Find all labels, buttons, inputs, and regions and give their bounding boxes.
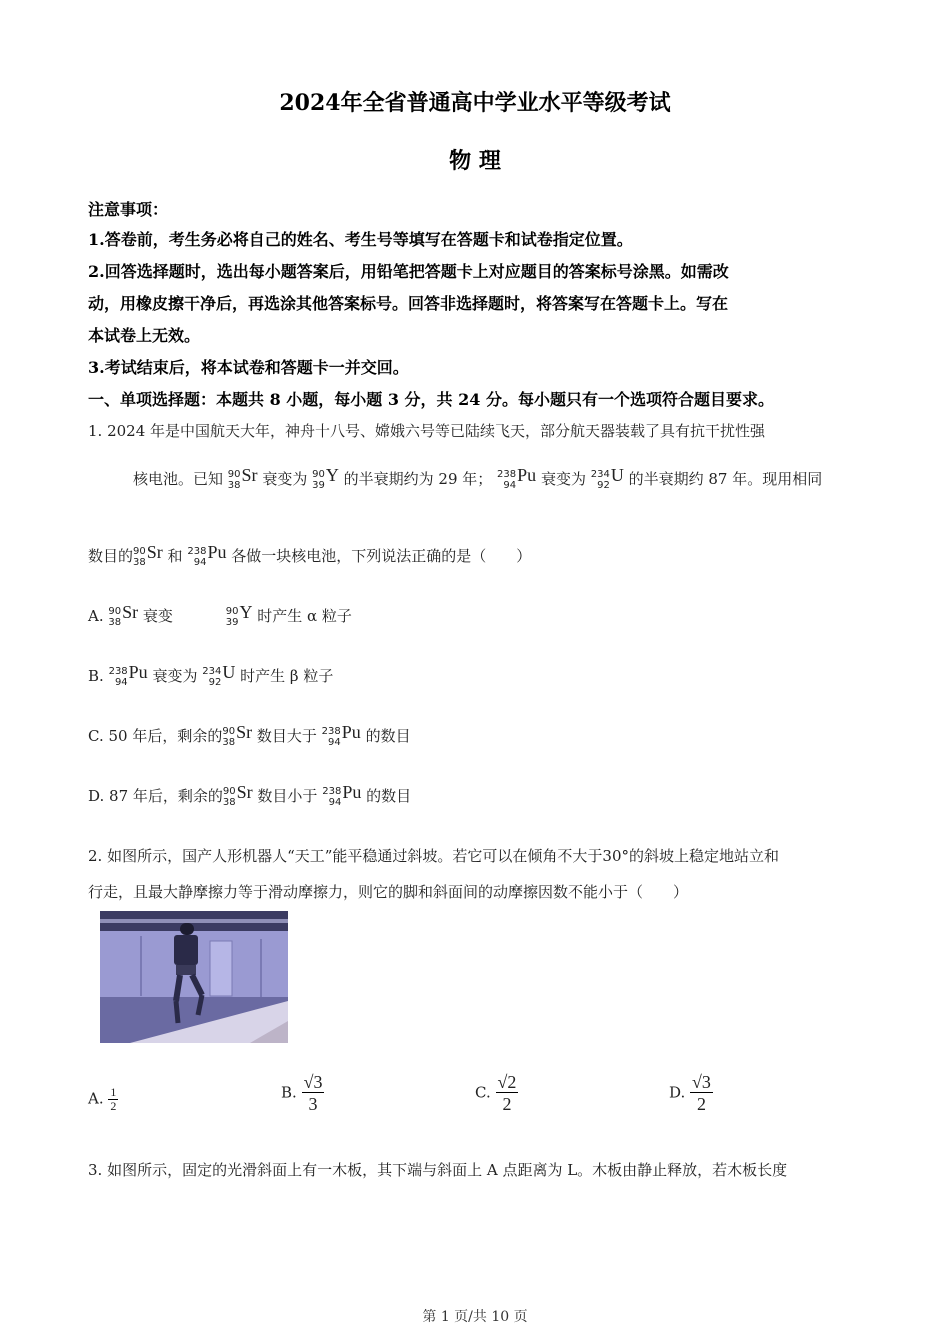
option-label: C. 50 年后，剩余的 [88, 727, 223, 745]
section-heading: 一、单项选择题：本题共 8 小题，每小题 3 分，共 24 分。每小题只有一个选项符合题目要求。 [88, 390, 774, 409]
text: 的数目 [365, 727, 411, 745]
nuclide-sr90: 90 38 Sr [108, 601, 139, 628]
q2-stem-line1: 2. 如图所示，国产人形机器人“天工”能平稳通过斜坡。若它可以在倾角不大于30°的斜坡上稳定地站立和 [88, 847, 780, 865]
q2-option-d[interactable] [669, 1072, 713, 1115]
nuclide-u234: 234 92 U [202, 661, 236, 688]
notice-item-2-cont: 动，用橡皮擦干净后，再选涂其他答案标号。回答非选择题时，将答案写在答题卡上。写在 [88, 294, 729, 313]
option-label: C. [475, 1083, 491, 1102]
option-label: B. [281, 1083, 297, 1102]
nuclide-sr90: 90 38 Sr [133, 541, 163, 568]
page-number: 第 1 页/共 10 页 [422, 1309, 528, 1325]
robot-photo-illustration [100, 911, 288, 1043]
q2-option-b[interactable] [281, 1072, 324, 1115]
option-label: A. [88, 1089, 104, 1108]
q2-option-c[interactable] [475, 1072, 518, 1115]
notice-item-3: 3.考试结束后，将本试卷和答题卡一并交回。 [88, 358, 409, 377]
text: 衰变为 [262, 470, 308, 488]
option-label: A. [88, 607, 104, 625]
text: 衰变 [142, 607, 173, 625]
subject-title: 物 理 [449, 148, 501, 174]
nuclide-sr90: 90 38 Sr [227, 464, 258, 491]
notice-item-2: 2.回答选择题时，选出每小题答案后，用铅笔把答题卡上对应题目的答案标号涂黑。如需改 [88, 262, 729, 281]
nuclide-pu238: 238 94 Pu [497, 464, 537, 491]
nuclide-pu238: 238 94 Pu [321, 721, 361, 748]
text: 核电池。已知 [133, 470, 224, 488]
q1-option-c[interactable] [88, 721, 411, 748]
text: 数目大于 [256, 727, 317, 745]
text: 的半衰期约为 29 年； [343, 470, 493, 488]
text: 的数目 [366, 787, 412, 805]
fraction: $\frac{1}{2}$ [110, 1085, 117, 1113]
fraction: $\frac{√3}{2}$ [692, 1072, 711, 1114]
option-label: B. [88, 667, 104, 685]
nuclide-u234: 234 92 U [590, 464, 624, 491]
option-label: D. [669, 1083, 686, 1102]
fraction: $\frac{√3}{3}$ [303, 1072, 323, 1114]
nuclide-sr90: 90 38 Sr [222, 781, 253, 808]
text: 的半衰期约 87 年。现用相同 [628, 470, 823, 488]
nuclide-sr90: 90 38 Sr [222, 721, 253, 748]
q2-option-a[interactable] [88, 1086, 118, 1113]
notice-heading: 注意事项： [88, 200, 169, 219]
text: 时产生 β 粒子 [240, 667, 334, 685]
text: 数目小于 [257, 787, 318, 805]
q1-option-a[interactable] [88, 601, 352, 628]
text: 和 [167, 547, 183, 565]
q2-options [88, 1072, 788, 1132]
text: 衰变为 [152, 667, 198, 685]
notice-item-1: 1.答卷前，考生务必将自己的姓名、考生号等填写在答题卡和试卷指定位置。 [88, 230, 633, 249]
fraction: $\frac{√2}{2}$ [497, 1072, 517, 1114]
q2-stem-line2: 行走，且最大静摩擦力等于滑动摩擦力，则它的脚和斜面间的动摩擦因数不能小于（ ） [88, 883, 689, 901]
notice-item-2-end: 本试卷上无效。 [88, 326, 201, 345]
nuclide-pu238: 238 94 Pu [322, 781, 362, 808]
q1-option-d[interactable] [88, 781, 412, 808]
exam-title: 2024年全省普通高中学业水平等级考试 [279, 90, 671, 116]
q1-stem-line3 [88, 541, 532, 568]
q1-stem-line2 [133, 464, 823, 491]
text: 衰变为 [540, 470, 586, 488]
q3-stem-line1: 3. 如图所示，固定的光滑斜面上有一木板，其下端与斜面上 A 点距离为 L。木板由静止释放，若木板长度 [88, 1161, 788, 1179]
nuclide-pu238: 238 94 Pu [108, 661, 148, 688]
nuclide-y90: 90 39 Y [225, 601, 253, 628]
text: 数目的 [88, 547, 134, 565]
text: 时产生 α 粒子 [257, 607, 352, 625]
nuclide-pu238: 238 94 Pu [187, 541, 227, 568]
nuclide-y90: 90 39 Y [312, 464, 339, 491]
q1-option-b[interactable] [88, 661, 334, 688]
option-label: D. 87 年后，剩余的 [88, 787, 223, 805]
q1-stem-line1: 1. 2024 年是中国航天大年，神舟十八号、嫦娥六号等已陆续飞天，部分航天器装载了具有抗干扰性强 [88, 422, 766, 440]
text: 各做一块核电池，下列说法正确的是（ ） [231, 547, 532, 565]
robot-on-slope-photo [100, 911, 288, 1043]
